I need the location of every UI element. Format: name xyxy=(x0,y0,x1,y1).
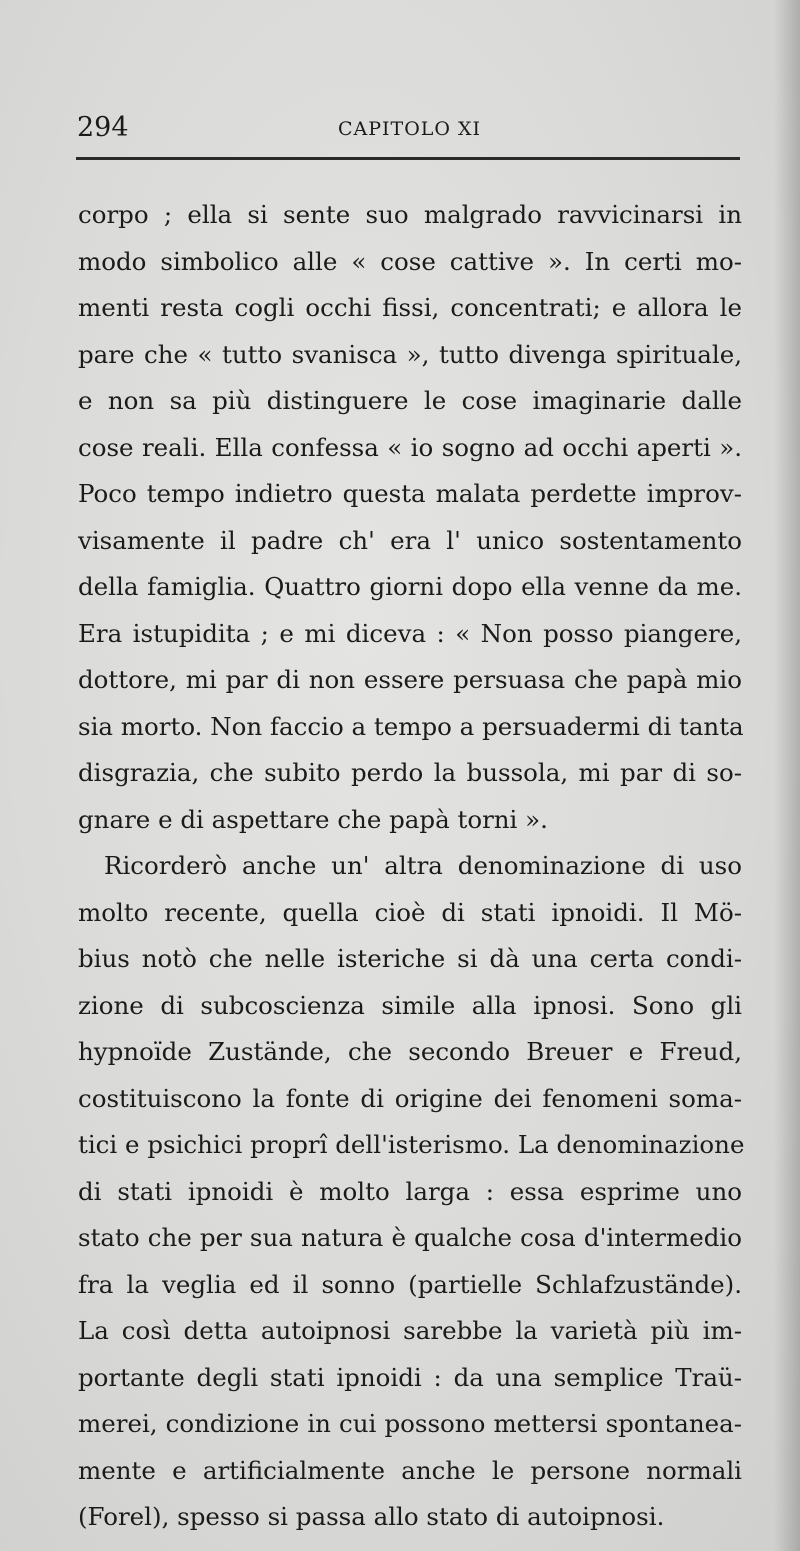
running-head: CAPITOLO XI xyxy=(338,118,482,140)
text-line: molto recente, quella cioè di stati ipnoidi. Il Mö- xyxy=(78,897,742,927)
text-line: fra la veglia ed il sonno (partielle Schlafzustände). xyxy=(78,1269,742,1299)
text-line: gnare e di aspettare che papà torni ». xyxy=(78,804,548,834)
text-line: La così detta autoipnosi sarebbe la varietà più im- xyxy=(78,1316,742,1345)
text-line: tici e psichici proprî dell'isterismo. La denominazione xyxy=(78,1130,745,1159)
text-line: visamente il padre ch' era l' unico sostentamento xyxy=(78,525,742,555)
page-number: 294 xyxy=(77,112,129,143)
text-line: pare che « tutto svanisca », tutto divenga spirituale, xyxy=(78,339,742,369)
text-line: Poco tempo indietro questa malata perdette improv- xyxy=(78,479,742,508)
text-line: disgrazia, che subito perdo la bussola, mi par di so- xyxy=(78,758,742,787)
header-rule xyxy=(76,157,740,160)
text-line: corpo ; ella si sente suo malgrado ravvicinarsi in xyxy=(78,200,742,229)
text-line: costituiscono la fonte di origine dei fenomeni soma- xyxy=(78,1083,742,1113)
text-line: dottore, mi par di non essere persuasa che papà mio xyxy=(78,665,742,694)
text-line: portante degli stati ipnoidi : da una semplice Traü- xyxy=(78,1362,742,1392)
text-line: stato che per sua natura è qualche cosa d'intermedio xyxy=(78,1223,742,1252)
text-line: zione di subcoscienza simile alla ipnosi. Sono gli xyxy=(78,990,742,1020)
text-line: (Forel), spesso si passa allo stato di autoipnosi. xyxy=(78,1502,665,1531)
text-line: di stati ipnoidi è molto larga : essa esprime uno xyxy=(78,1176,742,1206)
text-line: bius notò che nelle isteriche si dà una certa condi- xyxy=(78,944,742,973)
text-line: hypnoïde Zustände, che secondo Breuer e Freud, xyxy=(78,1037,742,1066)
text-line: e non sa più distinguere le cose imaginarie dalle xyxy=(78,386,742,415)
text-line: menti resta cogli occhi fissi, concentrati; e allora le xyxy=(78,293,742,322)
text-line: Ricorderò anche un' altra denominazione di uso xyxy=(104,851,742,880)
text-line: merei, condizione in cui possono mettersi spontanea- xyxy=(78,1409,742,1438)
text-line: della famiglia. Quattro giorni dopo ella venne da me. xyxy=(78,572,742,601)
text-line: modo simbolico alle « cose cattive ». In certi mo- xyxy=(78,246,742,276)
text-line: sia morto. Non faccio a tempo a persuadermi di tanta xyxy=(78,711,744,741)
text-line: mente e artificialmente anche le persone normali xyxy=(78,1455,742,1485)
body-text xyxy=(78,192,745,1541)
text-line: cose reali. Ella confessa « io sogno ad occhi aperti ». xyxy=(78,432,742,462)
text-line: Era istupidita ; e mi diceva : « Non posso piangere, xyxy=(78,618,742,648)
page-edge-shadow xyxy=(774,0,800,1551)
